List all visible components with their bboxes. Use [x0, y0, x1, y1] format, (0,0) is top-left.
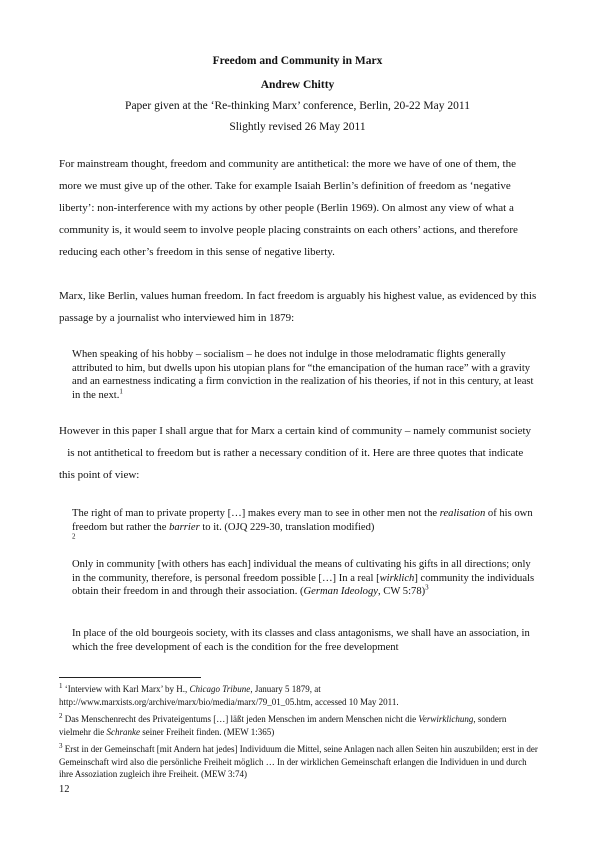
quote-text: , CW 5:78)	[377, 586, 426, 597]
footnote-mark: 1	[59, 682, 63, 690]
block-quote-3	[72, 558, 540, 599]
quote-text: The right of man to private property […] makes every man to see in other men not the	[72, 508, 440, 519]
footnote-text: Das Menschenrecht des Privateigentums […] läßt jeden Menschen im andern Menschen nicht die	[62, 714, 419, 724]
footnote-ref-2[interactable]: 2	[72, 532, 76, 541]
body-paragraph-1: For mainstream thought, freedom and community are antithetical: the more we have of one of them, the more we must give up of the other. Take for example Isaiah Berlin’s definition of freedom as ‘negative liberty’: non-interference with my actions by other people (Berlin 1969). On almost any view of what a community is, it would seem to involve people placing constraints on each others’ actions, and therefore reducing each other’s freedom in this sense of negative liberty.	[59, 158, 518, 258]
footnote-text: Erst in der Gemeinschaft [mit Andern hat jedes] Individuum die Mittel, seine Anlagen nach allen Seiten hin auszubilden; erst in der Gemeinschaft wird also die persönliche Freiheit möglich … In der wirklichen Gemeinschaft erlangen die Individuen in und durch ihre Assoziation zugleich ihre Freiheit. (MEW 3:74)	[59, 744, 538, 779]
block-quote-2	[72, 507, 540, 548]
footnote-italic: Verwirklichung	[418, 714, 474, 724]
quote-text: to it. (OJQ 229-30, translation modified)	[199, 521, 375, 533]
paper-title: Freedom and Community in Marx	[212, 55, 383, 67]
quote-italic: German Ideology	[303, 586, 378, 597]
quote-text: ] community the individuals obtain their freedom in and through their association. (	[72, 572, 535, 597]
footnote-text: ‘Interview with Karl Marx’ by H.,	[62, 684, 190, 694]
page-number: 12	[59, 784, 70, 795]
block-quote-4: In place of the old bourgeois society, with its classes and class antagonisms, we shall have an association, in which the free development of each is the condition for the free development	[72, 628, 530, 653]
footnote-2	[59, 713, 539, 738]
body-paragraph-2: Marx, like Berlin, values human freedom. In fact freedom is arguably his highest value, as evidenced by this passage by a journalist who interviewed him in 1879:	[59, 290, 537, 324]
footnote-mark: 3	[59, 742, 63, 750]
footnote-ref-1[interactable]: 1	[119, 386, 123, 395]
quote-text: of his own freedom but rather the	[72, 508, 533, 533]
footnote-3	[59, 743, 539, 781]
quote-italic: wirklich	[379, 572, 415, 584]
footnote-italic: Chicago Tribune	[189, 684, 251, 694]
conference-note: Paper given at the ‘Re-thinking Marx’ conference, Berlin, 20-22 May 2011	[125, 100, 470, 112]
footnote-mark: 2	[59, 712, 63, 720]
footnote-divider	[59, 677, 201, 678]
footnote-text: seiner Freiheit finden. (MEW 1:365)	[139, 726, 275, 737]
body-paragraph-3: However in this paper I shall argue that for Marx a certain kind of community – namely communist society is not antithetical to freedom but is rather a necessary condition of it. Here are three quotes that indicate this point of view:	[59, 425, 532, 481]
footnote-1	[59, 683, 539, 708]
quote-text: Only in community [with others has each] individual the means of cultivating his gifts in all directions; only in the community, therefore, is personal freedom possible […] In a real [	[72, 559, 531, 584]
quote-text: When speaking of his hobby – socialism – he does not indulge in those melodramatic flights generally attributed to him, but dwells upon his utopian plans for “the emancipation of the human race” with a gravity and an earnestness indicating a firm conviction in the realization of his theories, if not in this century, at least in the next.	[72, 349, 534, 401]
revision-note: Slightly revised 26 May 2011	[229, 121, 366, 133]
block-quote-1	[72, 348, 540, 402]
footnote-text: , sondern vielmehr die	[59, 714, 507, 737]
quote-italic: barrier	[169, 521, 200, 533]
footnote-text: , January 5 1879, at http://www.marxists.org/archive/marx/bio/media/marx/79_01_05.htm, accessed 10 May 2011.	[59, 684, 399, 707]
quote-italic: realisation	[439, 508, 486, 519]
footnote-italic: Schranke	[106, 726, 140, 737]
footnote-ref-3[interactable]: 3	[425, 583, 429, 592]
author-name: Andrew Chitty	[260, 79, 335, 91]
